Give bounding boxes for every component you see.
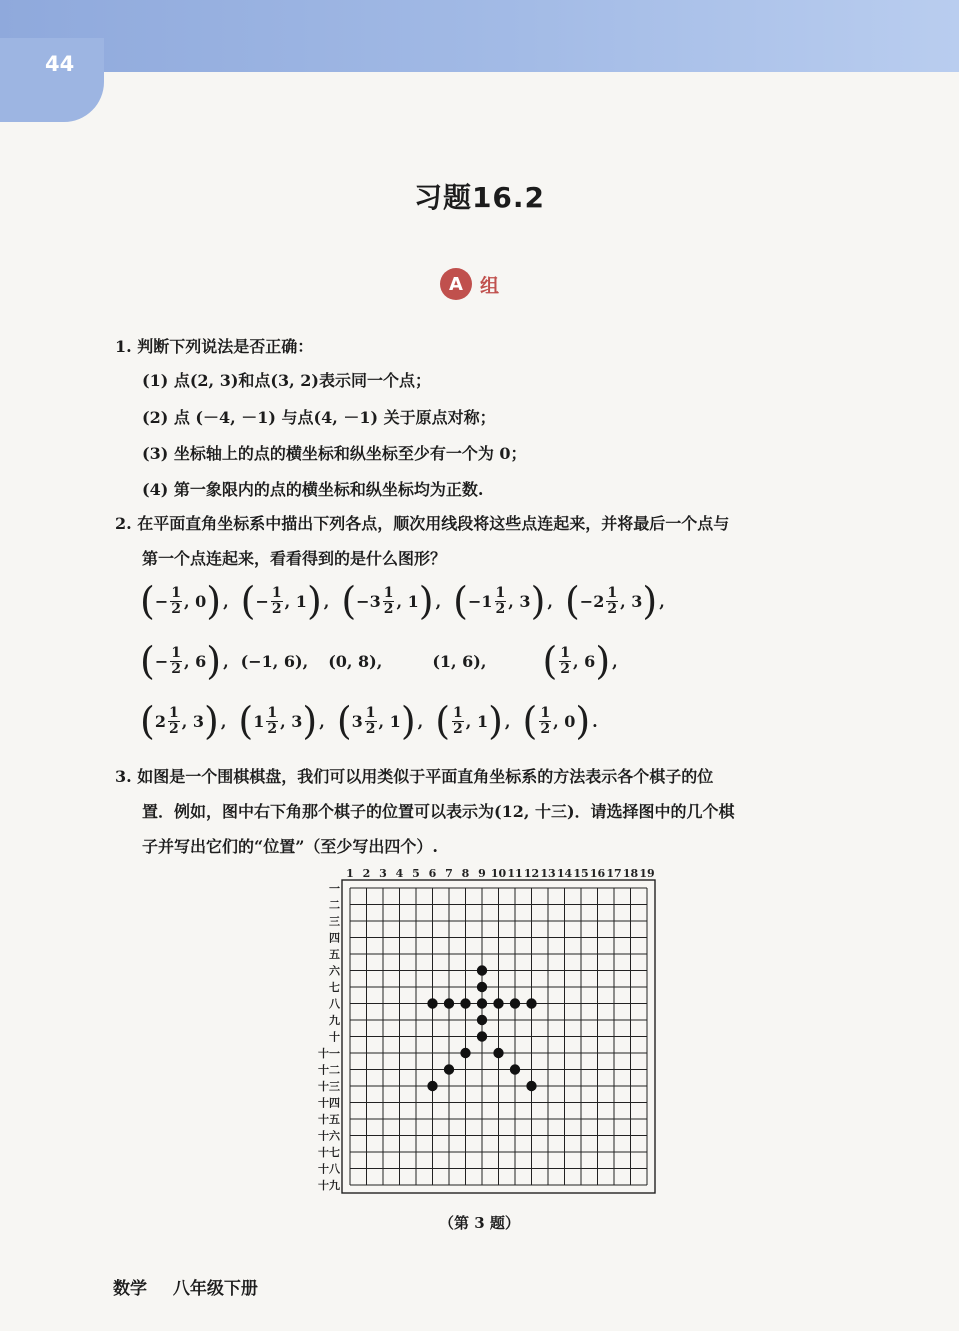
x-integer: 2	[154, 711, 166, 731]
paren-left: (	[542, 639, 558, 683]
row-label: 十七	[318, 1146, 340, 1159]
fraction-numerator: 1	[383, 584, 394, 601]
y-value: , 1	[284, 591, 307, 611]
black-stone	[460, 998, 470, 1008]
figure-caption: （第 3 题）	[439, 1214, 520, 1232]
paren-right: )	[488, 699, 503, 743]
fraction-numerator: 1	[540, 704, 551, 721]
column-label: 11	[507, 867, 523, 880]
column-label: 14	[556, 867, 573, 880]
separator: .	[592, 711, 598, 731]
row-label: 十六	[318, 1129, 340, 1143]
fraction-numerator: 1	[607, 584, 618, 601]
page-number: 44	[45, 52, 75, 76]
row-label: 十九	[318, 1179, 340, 1192]
separator: ,	[435, 591, 442, 611]
black-stone	[526, 1081, 536, 1091]
row-label: 五	[329, 948, 340, 961]
separator: ,	[612, 651, 618, 671]
paren-right: )	[204, 699, 219, 743]
x-integer: −	[154, 591, 169, 611]
fraction-denominator: 2	[271, 600, 282, 617]
column-label: 12	[523, 867, 540, 880]
column-label: 9	[478, 867, 486, 880]
fraction-denominator: 2	[540, 720, 551, 737]
x-integer: −3	[356, 591, 381, 611]
column-label: 4	[395, 867, 404, 880]
paren-right: )	[642, 579, 658, 623]
row-label: 二	[329, 898, 340, 912]
column-label: 7	[445, 867, 453, 880]
q2-stem-line-1: 2. 在平面直角坐标系中描出下列各点，顺次用线段将这些点连起来，并将最后一个点与	[115, 514, 730, 533]
q1-item-2: (2) 点 (－4, －1) 与点(4, －1) 关于原点对称；	[142, 408, 496, 427]
footer	[113, 1274, 258, 1299]
separator: ,	[504, 711, 511, 731]
fraction-numerator: 1	[453, 704, 463, 721]
separator: ,	[659, 591, 665, 611]
column-label: 16	[589, 867, 606, 880]
black-stone	[510, 1064, 520, 1074]
q2-stem-line-2: 第一个点连起来，看看得到的是什么图形？	[142, 549, 447, 568]
q1-stem: 1. 判断下列说法是否正确：	[115, 337, 314, 356]
black-stone	[477, 998, 487, 1008]
group-badge: A	[440, 268, 472, 300]
paren-right: )	[206, 579, 222, 623]
q1-item-3: (3) 坐标轴上的点的横坐标和纵坐标至少有一个为 0；	[142, 444, 527, 463]
row-label: 一	[329, 882, 340, 895]
paren-left: (	[140, 579, 155, 623]
paren-right: )	[595, 639, 611, 683]
paren-right: )	[302, 699, 318, 743]
paren-right: )	[530, 579, 546, 623]
fraction-denominator: 2	[168, 720, 179, 737]
q2-point-plain: (1, 6),	[432, 651, 487, 671]
column-label: 1	[346, 867, 354, 880]
black-stone	[477, 965, 487, 975]
paren-left: (	[435, 699, 451, 743]
fraction-denominator: 2	[383, 600, 394, 617]
column-label: 6	[428, 867, 437, 880]
y-value: , 3	[620, 591, 643, 611]
fraction-denominator: 2	[495, 600, 506, 617]
fraction-denominator: 2	[365, 720, 376, 737]
separator: ,	[547, 591, 553, 611]
paren-left: (	[140, 639, 155, 683]
fraction-numerator: 1	[560, 644, 571, 661]
column-label: 2	[362, 867, 371, 880]
y-value: , 3	[280, 711, 303, 731]
black-stone	[477, 1031, 487, 1041]
black-stone	[526, 998, 536, 1008]
fraction-numerator: 1	[271, 584, 282, 601]
fraction-denominator: 2	[607, 600, 618, 617]
exercise-title: 习题16.2	[413, 181, 546, 214]
column-label: 3	[379, 867, 387, 880]
separator: ,	[323, 591, 330, 611]
fraction-denominator: 2	[267, 720, 278, 737]
x-integer: −1	[467, 591, 493, 611]
row-label: 八	[329, 997, 340, 1011]
y-value: , 3	[508, 591, 531, 611]
row-label: 九	[329, 1014, 340, 1027]
paren-left: (	[240, 579, 256, 623]
group-label: 组	[480, 274, 500, 297]
fraction-numerator: 1	[267, 704, 278, 721]
column-label: 5	[412, 867, 420, 880]
fraction-denominator: 2	[171, 600, 181, 617]
y-value: , 1	[378, 711, 401, 731]
row-label: 十五	[318, 1113, 340, 1126]
fraction-denominator: 2	[453, 720, 463, 737]
separator: ,	[417, 711, 424, 731]
column-label: 15	[573, 867, 589, 880]
black-stone	[460, 1048, 470, 1058]
row-label: 十	[329, 1030, 340, 1044]
row-label: 十三	[318, 1080, 340, 1093]
paren-left: (	[453, 579, 468, 623]
q2-point-plain: (−1, 6),	[240, 651, 309, 671]
fraction-numerator: 1	[168, 704, 179, 721]
fraction-numerator: 1	[495, 584, 506, 601]
paren-left: (	[140, 699, 155, 743]
column-label: 18	[622, 867, 639, 880]
paren-left: (	[564, 579, 580, 623]
row-label: 十四	[318, 1096, 340, 1110]
y-value: , 6	[573, 651, 596, 671]
black-stone	[427, 1081, 437, 1091]
column-label: 17	[606, 867, 622, 880]
paren-left: (	[238, 699, 254, 743]
paren-right: )	[400, 699, 416, 743]
x-integer: 3	[351, 711, 363, 731]
row-label: 七	[329, 981, 340, 994]
paren-right: )	[206, 639, 222, 683]
fraction-denominator: 2	[171, 660, 181, 677]
x-integer: 1	[253, 711, 265, 731]
paren-left: (	[341, 579, 357, 623]
row-label: 三	[329, 915, 340, 928]
row-label: 六	[329, 964, 340, 978]
y-value: , 6	[183, 651, 207, 671]
fraction-numerator: 1	[171, 644, 181, 661]
black-stone	[477, 982, 487, 992]
black-stone	[493, 1048, 503, 1058]
q1-item-4: (4) 第一象限内的点的横坐标和纵坐标均为正数.	[142, 480, 484, 499]
column-label: 19	[639, 867, 655, 880]
q2-point-plain: (0, 8),	[328, 651, 383, 671]
black-stone	[477, 1015, 487, 1025]
y-value: , 0	[553, 711, 576, 731]
column-label: 8	[461, 867, 470, 880]
y-value: , 0	[183, 591, 207, 611]
column-label: 10	[490, 867, 507, 880]
black-stone	[493, 998, 503, 1008]
black-stone	[427, 998, 437, 1008]
row-label: 四	[329, 931, 340, 945]
fraction-numerator: 1	[365, 704, 376, 721]
column-label: 13	[540, 867, 556, 880]
separator: ,	[319, 711, 325, 731]
row-label: 十八	[318, 1162, 340, 1176]
footer-subject: 数学	[113, 1279, 147, 1299]
q3-stem-line-2: 置．例如，图中右下角那个棋子的位置可以表示为(12, 十三)．请选择图中的几个棋	[142, 802, 735, 821]
q3-stem-line-3: 子并写出它们的“位置”（至少写出四个）.	[142, 837, 438, 856]
fraction-numerator: 1	[171, 584, 181, 601]
x-integer: −	[255, 591, 269, 611]
paren-left: (	[522, 699, 538, 743]
y-value: , 1	[465, 711, 489, 731]
black-stone	[444, 998, 454, 1008]
separator: ,	[220, 711, 227, 731]
footer-grade: 八年级下册	[172, 1279, 258, 1299]
row-label: 十二	[318, 1063, 340, 1077]
separator: ,	[223, 591, 229, 611]
row-label: 十一	[318, 1047, 340, 1060]
paren-left: (	[336, 699, 352, 743]
x-integer: −	[154, 651, 169, 671]
y-value: , 3	[181, 711, 204, 731]
x-integer: −2	[579, 591, 605, 611]
q1-item-1: (1) 点(2, 3)和点(3, 2)表示同一个点；	[142, 371, 431, 390]
separator: ,	[223, 651, 229, 671]
y-value: , 1	[396, 591, 419, 611]
black-stone	[444, 1064, 454, 1074]
paren-right: )	[575, 699, 591, 743]
q3-stem-line-1: 3. 如图是一个围棋棋盘，我们可以用类似于平面直角坐标系的方法表示各个棋子的位	[115, 767, 714, 786]
fraction-denominator: 2	[560, 660, 571, 677]
paren-right: )	[306, 579, 322, 623]
paren-right: )	[418, 579, 434, 623]
black-stone	[510, 998, 520, 1008]
